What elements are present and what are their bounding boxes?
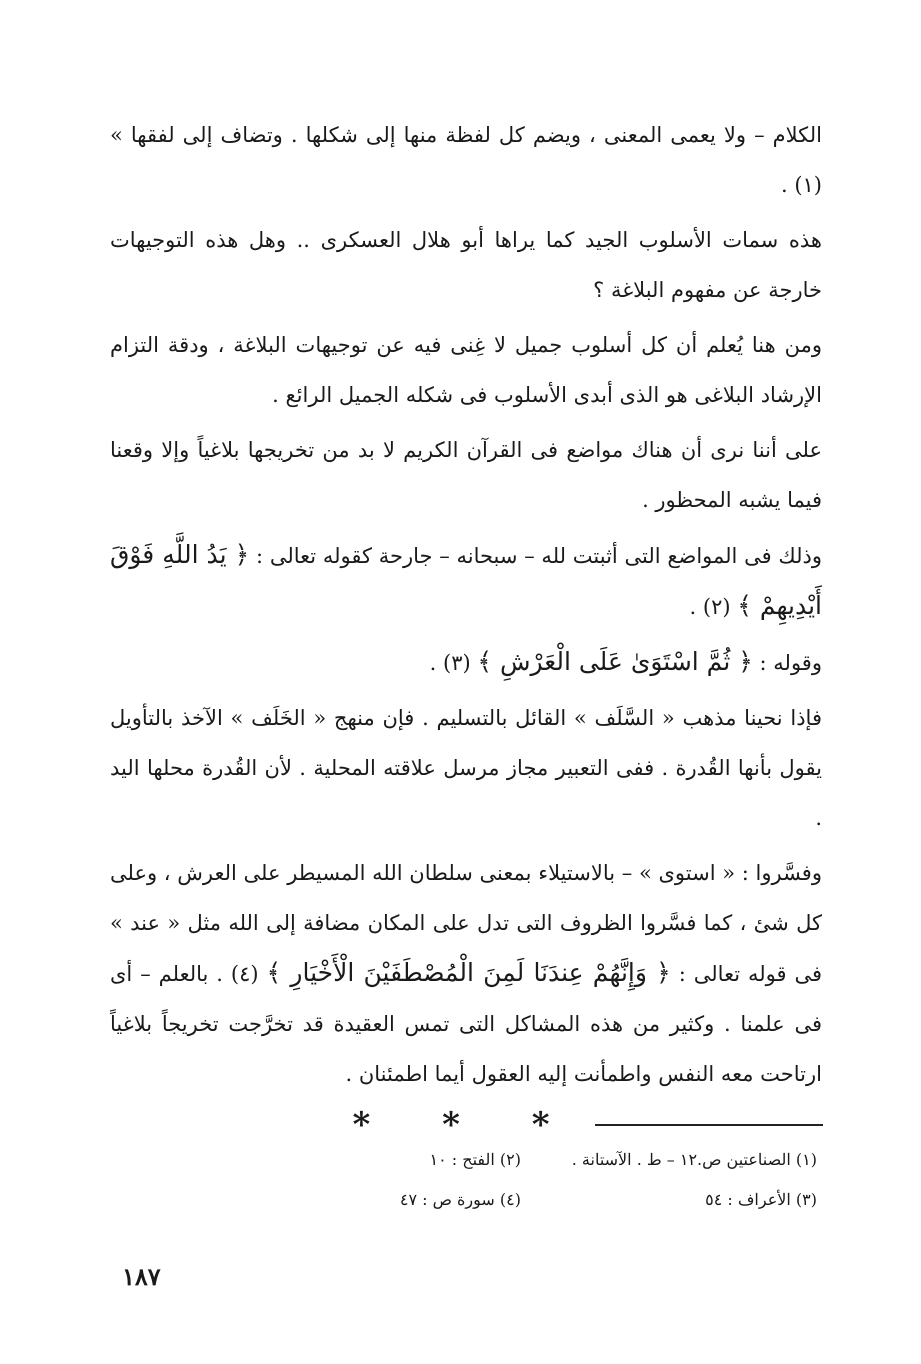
verse-paragraph-2 (110, 637, 822, 688)
final-paragraph-text-before: وفسَّروا : « استوى » – بالاستيلاء بمعنى سلطان الله المسيطر على العرش ، وعلى كل شئ ، كما فسَّروا الظروف التى تدل على المكان مضافة إلى الله مثل « عند » فى قوله تعالى : (110, 861, 823, 986)
section-separator: * * * (352, 1105, 580, 1145)
paragraph-2: هذه سمات الأسلوب الجيد كما يراها أبو هلال العسكرى .. وهل هذه التوجيهات خارجة عن مفهوم البلاغة ؟ (110, 228, 822, 302)
quran-verse-1: ﴿ يَدُ اللَّهِ فَوْقَ أَيْدِيهِمْ ﴾ (110, 540, 822, 620)
footnote-divider (595, 1124, 823, 1126)
page-body (110, 110, 822, 1145)
footnote-1: (١) الصناعتين ص.١٢ – ط . الآستانة . (571, 1150, 817, 1169)
verse-paragraph-1 (110, 530, 822, 632)
verse-paragraph-1-text: وذلك فى المواضع التى أثبتت لله – سبحانه – جارحة كقوله تعالى : (249, 544, 822, 568)
page-number: ١٨٧ (122, 1262, 161, 1291)
verse-paragraph-2-note: (٣) . (429, 651, 478, 675)
footnotes (225, 1146, 817, 1226)
paragraph-salaf: فإذا نحينا مذهب « السَّلَف » القائل بالتسليم . فإن منهج « الخَلَف » الآخذ بالتأويل يقول بأنها القُدرة . ففى التعبير مجاز مرسل علاقته المحلية . لأن القُدرة محلها اليد . (110, 706, 822, 830)
footnote-3: (٣) الأعراف : ٥٤ (705, 1190, 817, 1209)
quran-verse-3: ﴿ وَإِنَّهُمْ عِندَنَا لَمِنَ الْمُصْطَفَيْنَ الْأَخْيَارِ ﴾ (266, 958, 671, 987)
verse-paragraph-1-note: (٢) . (689, 595, 738, 619)
footnote-4: (٤) سورة ص : ٤٧ (399, 1190, 521, 1209)
footnote-row-1 (225, 1146, 817, 1186)
final-paragraph (110, 848, 822, 1099)
footnote-2: (٢) الفتح : ١٠ (429, 1150, 521, 1169)
verse-paragraph-2-text: وقوله : (752, 651, 822, 675)
paragraph-1: الكلام – ولا يعمى المعنى ، ويضم كل لفظة منها إلى شكلها . وتضاف إلى لفقها » (١) . (110, 123, 822, 197)
footnote-row-2 (225, 1186, 817, 1226)
paragraph-4: على أننا نرى أن هناك مواضع فى القرآن الكريم لا بد من تخريجها بلاغياً وإلا وقعنا فيما يشبه المحظور . (110, 438, 822, 512)
quran-verse-2: ﴿ ثُمَّ اسْتَوَىٰ عَلَى الْعَرْشِ ﴾ (477, 647, 753, 676)
paragraph-3: ومن هنا يُعلم أن كل أسلوب جميل لا غِنى فيه عن توجيهات البلاغة ، ودقة التزام الإرشاد البلاغى هو الذى أبدى الأسلوب فى شكله الجميل الرائع . (110, 333, 822, 407)
final-paragraph-text-after: (٤) . بالعلم – أى فى علمنا . وكثير من هذه المشاكل التى تمس العقيدة قد تخرَّجت تخريجاً بلاغياً ارتاحت معه النفس واطمأنت إليه العقول أيما اطمئنان . (110, 962, 822, 1086)
